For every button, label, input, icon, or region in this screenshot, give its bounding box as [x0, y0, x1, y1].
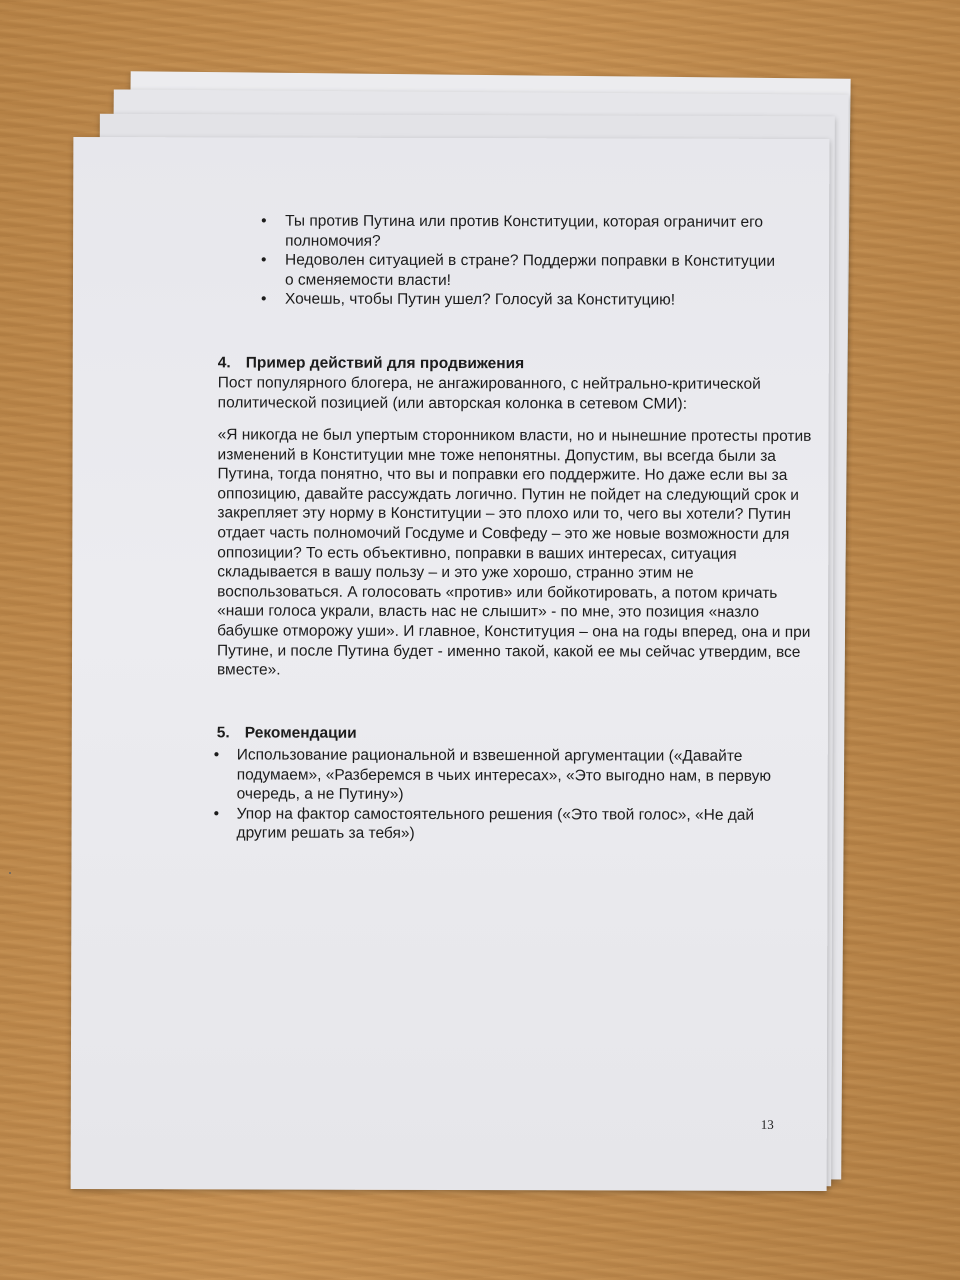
list-item: [214, 745, 774, 805]
bullet-icon: •: [213, 746, 220, 764]
section-5-heading: [217, 723, 357, 743]
section-4-intro: Пост популярного блогера, не ангажированного, с нейтрально-критической политической позицией (или авторская колонка в сетевом СМИ):: [217, 374, 761, 413]
bullet-icon: •: [261, 212, 267, 230]
bullet-icon: •: [261, 251, 267, 269]
section-number: 5.: [216, 724, 230, 742]
list-item: [214, 804, 774, 845]
bullet-text: Недоволен ситуацией в стране? Поддержи поправки в Конституции о сменяемости власти!: [284, 251, 776, 289]
page-number: 13: [760, 1116, 774, 1132]
bullet-icon: •: [213, 805, 220, 823]
bullet-text: Ты против Путина или против Конституции, которая ограничит его полномочия?: [285, 212, 764, 250]
bullet-text: Использование рациональной и взвешенной аргументации («Давайте подумаем», «Разберемся в чьих интересах», «Это выгодно нам, в первую очередь, а не Путину»): [236, 746, 772, 804]
bullet-text: Упор на фактор самостоятельного решения («Это твой голос», «Не дай другим решать за тебя»): [236, 805, 755, 843]
table-speck: [9, 872, 11, 874]
top-bullet-list: [261, 212, 781, 311]
section-4-heading: [218, 353, 525, 373]
section-4-quote: «Я никогда не был упертым сторонником власти, но и нынешние протесты против изменений в Конституции мне тоже непонятны. Допустим, вы всегда были за Путина, тогда понятно, что вы и поправки его поддержите. Но даже если вы за оппозицию, давайте рассуждать логично. Путин не пойдет на следующий срок и закрепляет эту норму в Конституции – это плохо или то, чего вы хотели? Путин отдает часть полномочий Госдуме и Совфеду – это же новые возможности для оппозиции? То есть объективно, поправки в ваших интересах, ситуация складывается в вашу пользу – и это уже хорошо, странно этим не воспользоваться. А голосовать «против» или бойкотировать, а потом кричать «наши голоса украли, власть нас не слышит» - по мне, это позиция «назло бабушке отморожу уши». И главное, Конституция – она на годы вперед, она и при Путине, и после Путина будет - именно такой, какой ее мы сейчас утвердим, все вместе».: [216, 426, 812, 679]
list-item: [261, 251, 781, 292]
section-title: Рекомендации: [244, 724, 357, 742]
recommendations-list: [214, 745, 774, 844]
paper-sheet-front: [71, 137, 830, 1191]
list-item: [261, 290, 781, 311]
bullet-icon: •: [260, 290, 267, 308]
section-title: Пример действий для продвижения: [245, 354, 525, 373]
bullet-text: Хочешь, чтобы Путин ушел? Голосуй за Конституцию!: [284, 290, 676, 309]
section-number: 4.: [217, 354, 231, 372]
page-content: [71, 137, 830, 1191]
list-item: [261, 212, 781, 253]
